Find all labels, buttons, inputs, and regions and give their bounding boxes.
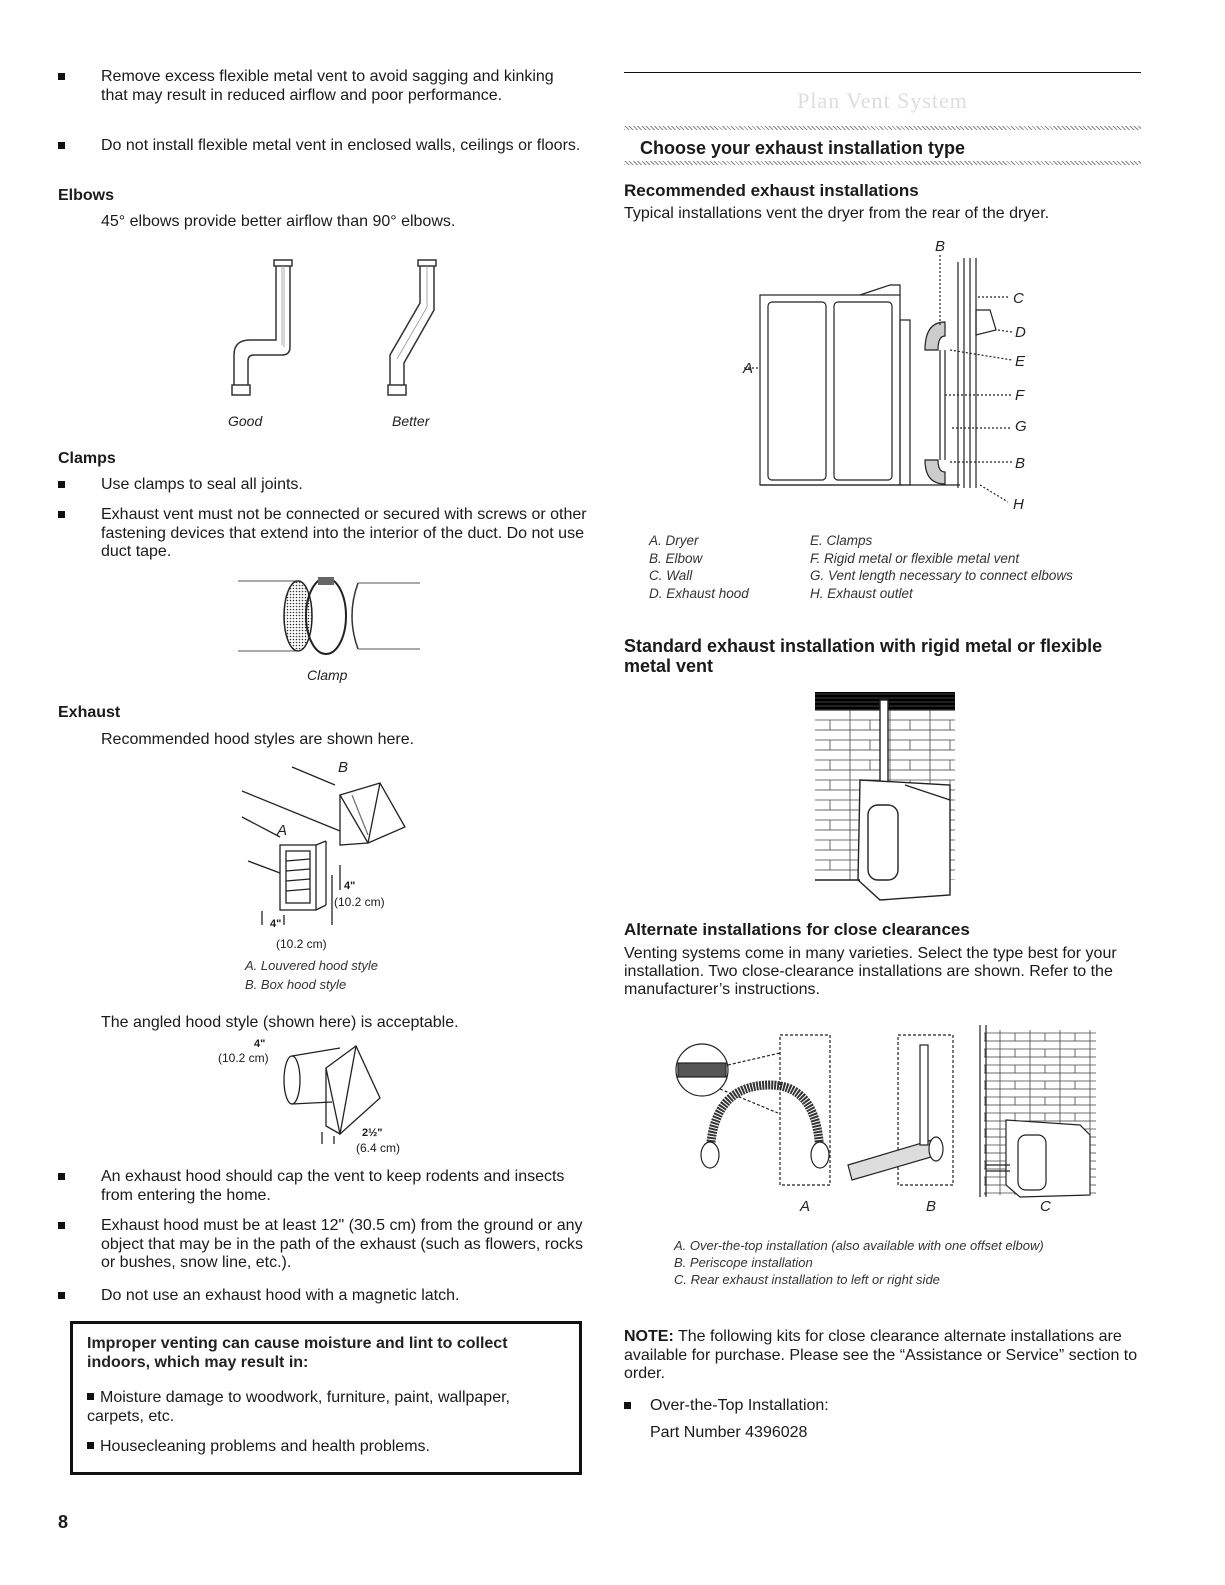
- diagram-label-b-bottom: B: [1015, 455, 1026, 472]
- diagram-label-d: D: [1015, 324, 1026, 341]
- bullet-text: Remove excess flexible metal vent to avoid sagging and kinking that may result in reduced airflow and poor performance.: [101, 68, 554, 104]
- bullet-icon: [58, 511, 65, 518]
- hatch-band: [624, 161, 1141, 165]
- alt-label-c: C: [1040, 1198, 1051, 1215]
- legend-item: D. Exhaust hood: [649, 585, 749, 601]
- alternate-heading: Alternate installations for close clearances: [624, 920, 970, 939]
- hood-label-b: B: [338, 759, 349, 776]
- elbows-text: 45° elbows provide better airflow than 90° elbows.: [101, 213, 456, 230]
- alternate-legend: [674, 1237, 1094, 1288]
- warning-item-text: Housecleaning problems and health problems.: [100, 1438, 430, 1455]
- legend-item: E. Clamps: [810, 533, 873, 548]
- bullet-item: [58, 1168, 588, 1205]
- bullet-text: Do not use an exhaust hood with a magnetic latch.: [101, 1287, 460, 1304]
- legend-box: B. Box hood style: [245, 977, 347, 992]
- caption-good: Good: [228, 413, 263, 429]
- dim-4in-a: 4": [270, 918, 282, 930]
- dim-cm-b: (10.2 cm): [334, 895, 385, 909]
- part-number: Part Number 4396028: [650, 1424, 808, 1441]
- diagram-label-b-top: B: [935, 238, 946, 255]
- angled-hood-text: The angled hood style (shown here) is acceptable.: [101, 1014, 459, 1031]
- diagram-label-c: C: [1013, 290, 1024, 307]
- legend-item: F. Rigid metal or flexible metal vent: [810, 550, 1020, 566]
- bullet-text: An exhaust hood should cap the vent to keep rodents and insects from entering the home.: [101, 1168, 565, 1204]
- bullet-item: [58, 68, 588, 105]
- legend-item: B. Periscope installation: [674, 1255, 813, 1270]
- warning-title: Improper venting can cause moisture and lint to collect indoors, which may result in:: [87, 1335, 508, 1371]
- bullet-icon: [624, 1402, 631, 1409]
- bullet-item: [58, 1287, 588, 1306]
- alt-label-a: A: [800, 1198, 811, 1215]
- angled-dim2-in: 2½": [362, 1127, 383, 1139]
- section-rule: [624, 72, 1141, 73]
- elbows-heading: Elbows: [58, 187, 115, 204]
- diagram-label-e: E: [1015, 353, 1026, 370]
- dim-cm-a: (10.2 cm): [276, 937, 327, 951]
- note-paragraph: [624, 1328, 1149, 1384]
- legend-item: B. Elbow: [649, 550, 703, 566]
- elbow-illustration: [210, 255, 470, 415]
- bullet-text: Do not install flexible metal vent in enclosed walls, ceilings or floors.: [101, 137, 581, 154]
- bullet-text: Use clamps to seal all joints.: [101, 476, 303, 493]
- bullet-item: [58, 506, 588, 562]
- warning-item-text: Moisture damage to woodwork, furniture, paint, wallpaper, carpets, etc.: [87, 1389, 510, 1425]
- legend-col-1: [649, 532, 749, 602]
- legend-item: C. Wall: [649, 568, 693, 583]
- hood-styles-illustration: [240, 765, 440, 940]
- bullet-item: [58, 137, 588, 156]
- recommended-heading: Recommended exhaust installations: [624, 181, 919, 200]
- note-text: The following kits for close clearance alternate installations are available for purchase. Please see the “Assistance or Service” section to order.: [624, 1328, 1138, 1382]
- note-label: NOTE:: [624, 1328, 674, 1345]
- angled-dim2-cm: (6.4 cm): [356, 1141, 401, 1155]
- legend-item: H. Exhaust outlet: [810, 585, 913, 601]
- exhaust-heading: Exhaust: [58, 704, 121, 721]
- standard-heading: Standard exhaust installation with rigid metal or flexible metal vent: [624, 636, 1103, 676]
- bullet-icon: [58, 1292, 65, 1299]
- angled-dim-in: 4": [254, 1038, 266, 1050]
- standard-diagram: [810, 690, 960, 900]
- diagram-label-h: H: [1013, 496, 1024, 513]
- section-title: Plan Vent System: [797, 88, 968, 113]
- diagram-label-f: F: [1015, 387, 1025, 404]
- bullet-icon: [58, 1173, 65, 1180]
- caption-clamp: Clamp: [307, 667, 348, 683]
- legend-col-2: [810, 532, 1073, 602]
- legend-louvered: A. Louvered hood style: [245, 958, 378, 973]
- bullet-item: [58, 476, 588, 495]
- recommended-diagram: [740, 240, 1040, 510]
- exhaust-text: Recommended hood styles are shown here.: [101, 731, 415, 748]
- warning-box: [70, 1321, 582, 1475]
- bullet-icon: [87, 1442, 94, 1449]
- hatch-band: [624, 126, 1141, 130]
- bullet-icon: [58, 142, 65, 149]
- legend-item: A. Over-the-top installation (also available with one offset elbow): [674, 1238, 1044, 1253]
- clamp-illustration: [238, 575, 423, 660]
- bullet-item: [624, 1397, 1164, 1416]
- bullet-text: Over-the-Top Installation:: [650, 1397, 829, 1414]
- legend-item: A. Dryer: [649, 533, 699, 548]
- diagram-label-g: G: [1015, 418, 1027, 435]
- alternate-diagram: [670, 1025, 1100, 1200]
- legend-item: C. Rear exhaust installation to left or right side: [674, 1272, 940, 1287]
- bullet-icon: [87, 1393, 94, 1400]
- diagram-label-a: A: [743, 360, 754, 377]
- page-number: 8: [58, 1512, 69, 1532]
- bullet-icon: [58, 73, 65, 80]
- warning-item: [87, 1437, 571, 1456]
- alternate-text: Venting systems come in many varieties. Select the type best for your installation. Two close-clearance installations are shown. Refer to the manufacturer’s instructions.: [624, 945, 1117, 998]
- clamps-heading: Clamps: [58, 450, 116, 467]
- angled-dim-cm: (10.2 cm): [218, 1051, 269, 1065]
- alt-label-b: B: [926, 1198, 937, 1215]
- bullet-icon: [58, 1222, 65, 1229]
- hood-label-a: A: [277, 822, 288, 839]
- subsection-title: Choose your exhaust installation type: [640, 138, 966, 158]
- recommended-text: Typical installations vent the dryer from the rear of the dryer.: [624, 205, 1050, 222]
- bullet-item: [58, 1217, 588, 1273]
- bullet-text: Exhaust vent must not be connected or secured with screws or other fastening devices that extend into the interior of the duct. Do not use duct tape.: [101, 506, 587, 560]
- bullet-text: Exhaust hood must be at least 12" (30.5 cm) from the ground or any object that may be in the path of the exhaust (such as flowers, rocks or bushes, snow line, etc.).: [101, 1217, 584, 1271]
- bullet-icon: [58, 481, 65, 488]
- legend-item: G. Vent length necessary to connect elbows: [810, 568, 1073, 583]
- dim-4in-b: 4": [344, 880, 356, 892]
- caption-better: Better: [392, 413, 430, 429]
- warning-item: [87, 1388, 571, 1426]
